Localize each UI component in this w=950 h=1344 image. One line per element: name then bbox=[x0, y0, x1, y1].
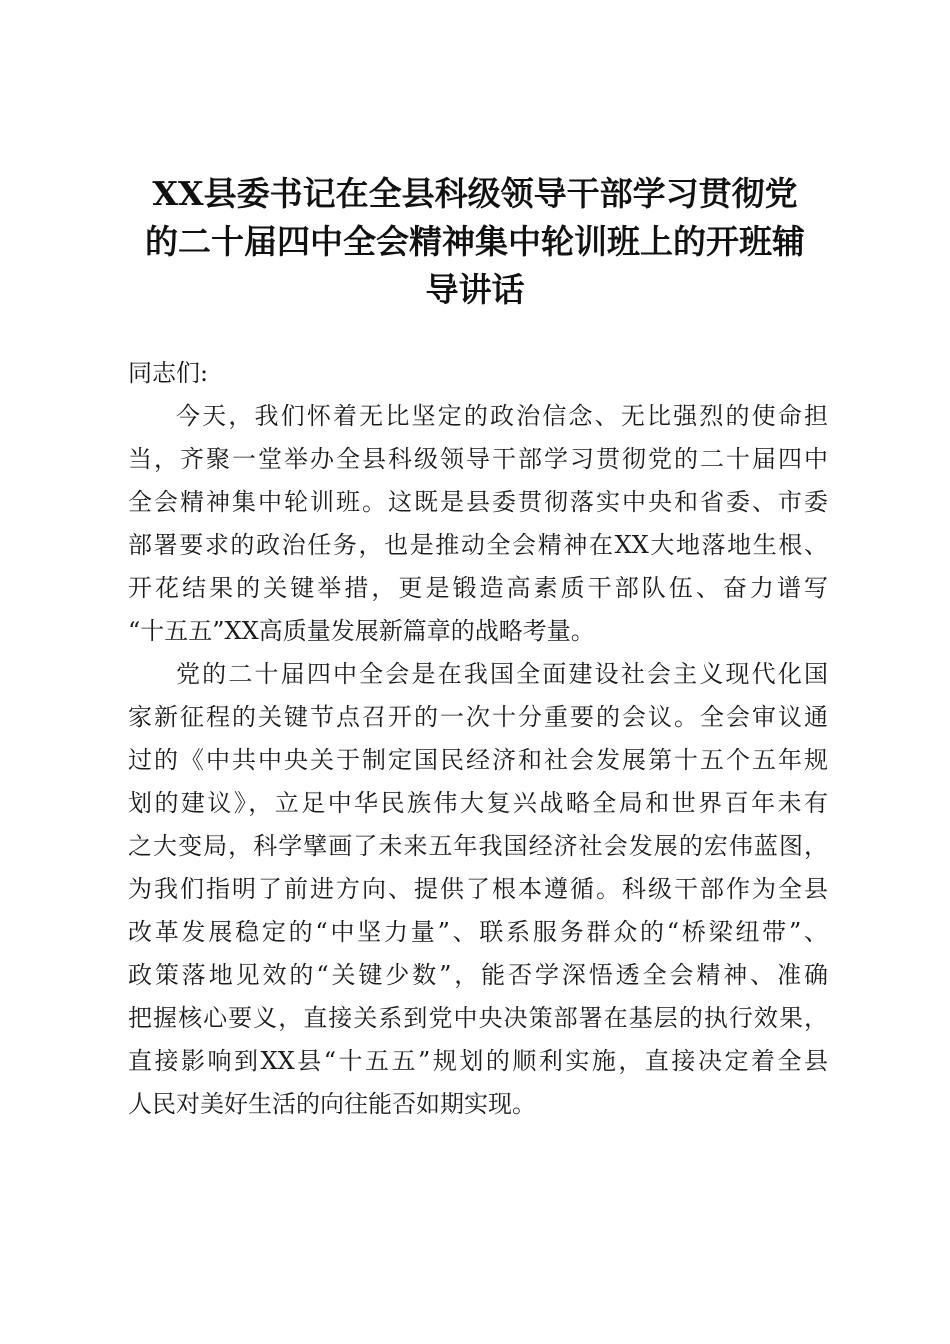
paragraph-line: 把握核心要义，直接关系到党中央决策部署在基层的执行效果， bbox=[128, 1004, 828, 1032]
paragraph-line: 直接影响到XX县“十五五”规划的顺利实施，直接决定着全县 bbox=[128, 1047, 828, 1075]
paragraph-line: 过的《中共中央关于制定国民经济和社会发展第十五个五年规 bbox=[128, 746, 828, 774]
paragraph-line: 今天，我们怀着无比坚定的政治信念、无比强烈的使命担 bbox=[176, 402, 828, 430]
greeting: 同志们: bbox=[128, 359, 209, 387]
paragraph-line: 部署要求的政治任务，也是推动全会精神在XX大地落地生根、 bbox=[128, 531, 828, 559]
paragraph-line: 改革发展稳定的“中坚力量”、联系服务群众的“桥梁纽带”、 bbox=[128, 918, 828, 946]
paragraph-line: 开花结果的关键举措，更是锻造高素质干部队伍、奋力谱写 bbox=[128, 574, 828, 602]
document-body bbox=[128, 352, 828, 1126]
document-title bbox=[110, 170, 840, 314]
paragraph-line: 党的二十届四中全会是在我国全面建设社会主义现代化国 bbox=[176, 660, 828, 688]
paragraph-line: 政策落地见效的“关键少数”，能否学深悟透全会精神、准确 bbox=[128, 961, 828, 989]
title-line-1: XX县委书记在全县科级领导干部学习贯彻党 bbox=[152, 174, 798, 213]
paragraph-line: 当，齐聚一堂举办全县科级领导干部学习贯彻党的二十届四中 bbox=[128, 445, 828, 473]
paragraph-line: 划的建议》，立足中华民族伟大复兴战略全局和世界百年未有 bbox=[128, 789, 828, 817]
paragraph-1 bbox=[128, 395, 828, 653]
title-line-3: 导讲话 bbox=[425, 270, 525, 309]
paragraph-line: 全会精神集中轮训班。这既是县委贯彻落实中央和省委、市委 bbox=[128, 488, 828, 516]
title-line-2: 的二十届四中全会精神集中轮训班上的开班辅 bbox=[145, 222, 805, 261]
paragraph-line: 家新征程的关键节点召开的一次十分重要的会议。全会审议通 bbox=[128, 703, 828, 731]
paragraph-line: 之大变局，科学擘画了未来五年我国经济社会发展的宏伟蓝图， bbox=[128, 832, 828, 860]
paragraph-line: “十五五”XX高质量发展新篇章的战略考量。 bbox=[128, 617, 595, 645]
paragraph-2 bbox=[128, 653, 828, 1126]
paragraph-line: 为我们指明了前进方向、提供了根本遵循。科级干部作为全县 bbox=[128, 875, 828, 903]
paragraph-line: 人民对美好生活的向往能否如期实现。 bbox=[128, 1090, 536, 1118]
